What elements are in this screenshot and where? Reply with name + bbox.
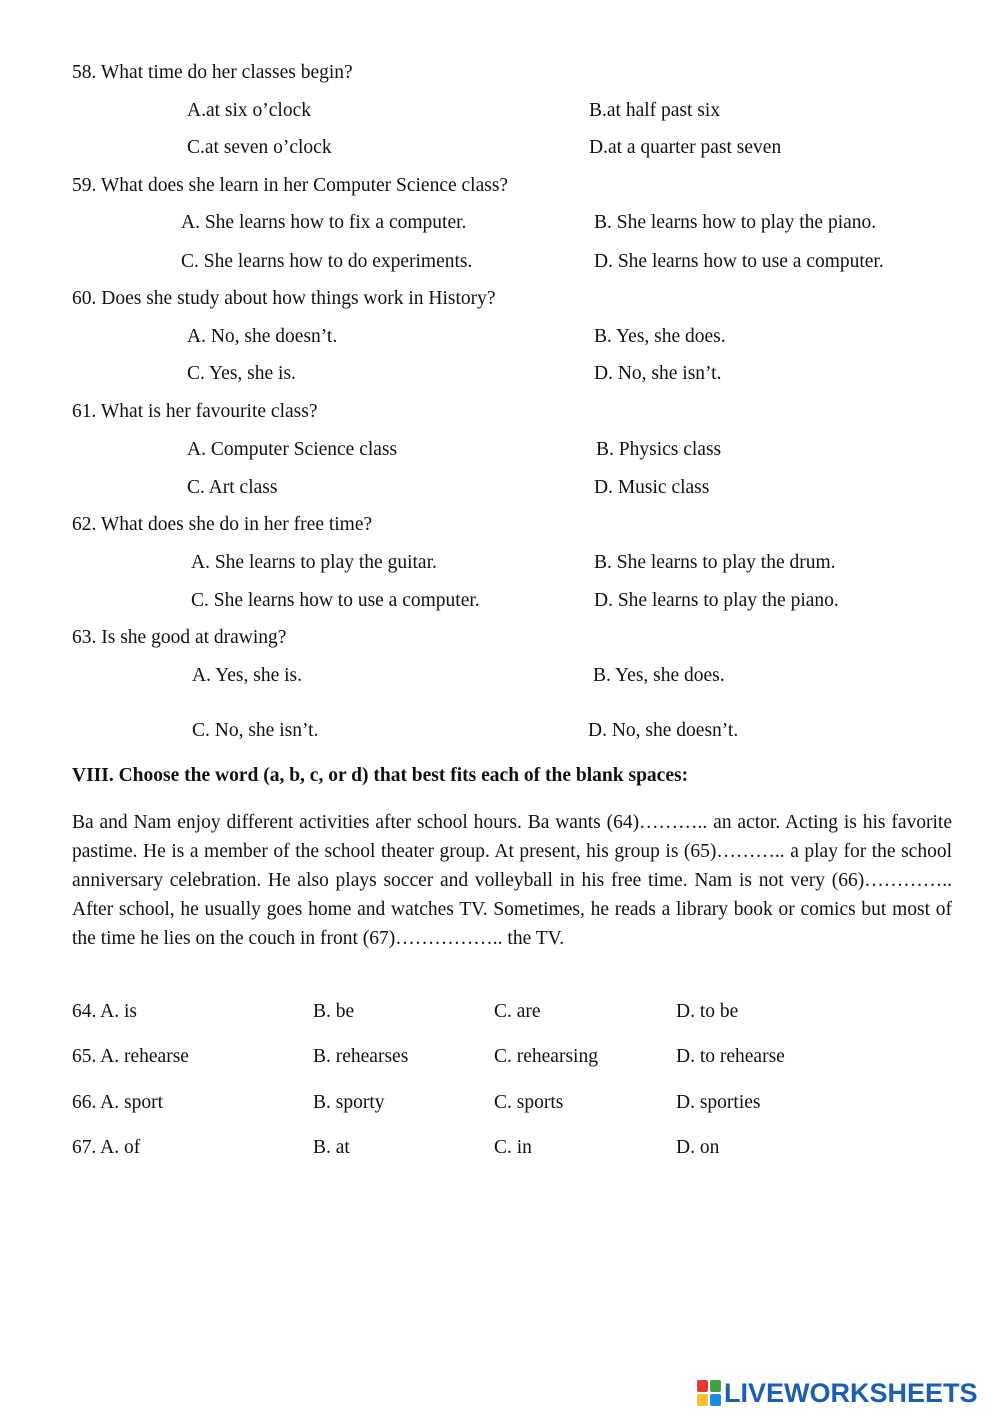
question-60: 60. Does she study about how things work in History?: [72, 288, 496, 309]
blank-67-d: D. on: [676, 1137, 720, 1158]
option-60-a: A. No, she doesn’t.: [187, 326, 338, 347]
blank-66-d: D. sporties: [676, 1092, 761, 1113]
option-58-a: A.at six o’clock: [187, 100, 312, 121]
question-62: 62. What does she do in her free time?: [72, 514, 373, 535]
blank-66-b: B. sporty: [313, 1092, 385, 1113]
question-58: 58. What time do her classes begin?: [72, 62, 353, 83]
option-59-c: C. She learns how to do experiments.: [181, 251, 473, 272]
option-63-c: C. No, she isn’t.: [192, 720, 319, 741]
option-59-d: D. She learns how to use a computer.: [594, 251, 884, 272]
option-59-a: A. She learns how to fix a computer.: [181, 212, 467, 233]
section-title: VIII. Choose the word (a, b, c, or d) that best fits each of the blank spaces:: [72, 765, 689, 786]
option-61-d: D. Music class: [594, 477, 710, 498]
blank-67-a: 67. A. of: [72, 1137, 141, 1158]
option-63-b: B. Yes, she does.: [593, 665, 725, 686]
question-63: 63. Is she good at drawing?: [72, 627, 287, 648]
blank-66-a: 66. A. sport: [72, 1092, 164, 1113]
option-62-a: A. She learns to play the guitar.: [191, 552, 437, 573]
option-63-d: D. No, she doesn’t.: [588, 720, 739, 741]
liveworksheets-logo-icon: [697, 1380, 721, 1406]
option-58-b: B.at half past six: [589, 100, 721, 121]
question-59: 59. What does she learn in her Computer Science class?: [72, 175, 509, 196]
blank-67-b: B. at: [313, 1137, 350, 1158]
option-61-b: B. Physics class: [596, 439, 722, 460]
option-63-a: A. Yes, she is.: [192, 665, 302, 686]
option-60-d: D. No, she isn’t.: [594, 363, 722, 384]
logo-text: LIVEWORKSHEETS: [724, 1378, 978, 1408]
blank-66-c: C. sports: [494, 1092, 564, 1113]
blank-65-a: 65. A. rehearse: [72, 1046, 189, 1067]
reading-passage: Ba and Nam enjoy different activities after school hours. Ba wants (64)……….. an actor. Acting is his favorite pastime. He is a member of the school theater group. At present, his group is (65)……….. a play for the school anniversary celebration. He also plays soccer and volleyball in his free time. Nam is not very (66)………….. After school, he usually goes home and watches TV. Sometimes, he reads a library book or comics but most of the time he lies on the couch in front (67)…………….. the TV.: [72, 812, 952, 949]
option-58-c: C.at seven o’clock: [187, 137, 332, 158]
liveworksheets-logo: [697, 1378, 978, 1408]
blank-64-d: D. to be: [676, 1001, 739, 1022]
option-59-b: B. She learns how to play the piano.: [594, 212, 877, 233]
option-61-a: A. Computer Science class: [187, 439, 398, 460]
blank-64-a: 64. A. is: [72, 1001, 138, 1022]
question-61: 61. What is her favourite class?: [72, 401, 318, 422]
option-60-b: B. Yes, she does.: [594, 326, 726, 347]
blank-67-c: C. in: [494, 1137, 532, 1158]
option-61-c: C. Art class: [187, 477, 278, 498]
option-62-c: C. She learns how to use a computer.: [191, 590, 480, 611]
option-62-d: D. She learns to play the piano.: [594, 590, 839, 611]
option-60-c: C. Yes, she is.: [187, 363, 296, 384]
blank-64-b: B. be: [313, 1001, 355, 1022]
blank-65-d: D. to rehearse: [676, 1046, 785, 1067]
blank-64-c: C. are: [494, 1001, 541, 1022]
option-62-b: B. She learns to play the drum.: [594, 552, 836, 573]
option-58-d: D.at a quarter past seven: [589, 137, 782, 158]
blank-65-b: B. rehearses: [313, 1046, 409, 1067]
blank-65-c: C. rehearsing: [494, 1046, 598, 1067]
